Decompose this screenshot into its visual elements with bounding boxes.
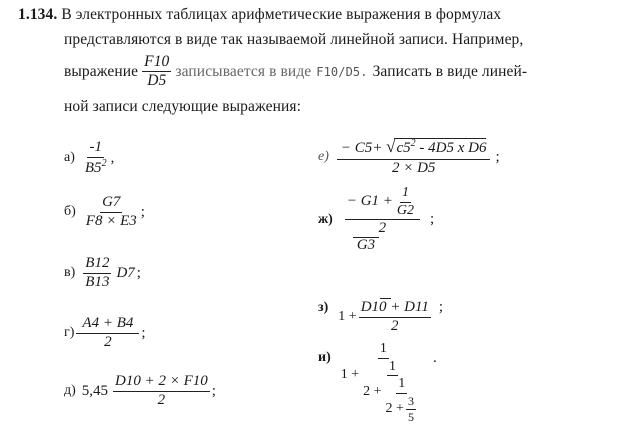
problem-text-2: представляются в виде так называемой линейной записи. Например,: [64, 31, 524, 48]
item-a-tail: ,: [110, 149, 115, 166]
example-fraction: [142, 54, 171, 90]
item-zh-fraction: [341, 186, 424, 254]
item-zh-top: [341, 186, 424, 237]
problem-text-1: В электронных таблицах арифметические выражения в формулах: [61, 6, 502, 23]
item-e-rad-exp: 2: [410, 138, 416, 149]
item-z-numerator: 1: [380, 281, 392, 299]
item-e-num-a: − C5+: [340, 140, 383, 156]
item-i-num: 1: [378, 342, 389, 359]
item-i: [318, 342, 437, 423]
item-i-p1: 1 +: [340, 366, 360, 382]
item-v: [64, 256, 141, 291]
item-e-rad-base: c5: [396, 140, 411, 156]
item-a-den-base: B5: [84, 159, 102, 176]
problem-line-4: [64, 98, 301, 116]
item-e-denominator: 2 × D5: [391, 159, 436, 176]
item-d: [64, 374, 216, 409]
item-zh-tail: ;: [430, 211, 435, 228]
item-b-tail: ;: [140, 203, 145, 220]
item-a-den-exp: 2: [101, 157, 107, 169]
item-g-denominator: 2: [104, 333, 112, 350]
item-i-fraction-4: [406, 395, 416, 423]
item-a-label: а): [64, 150, 75, 166]
item-d-fraction: [113, 374, 210, 409]
item-i-num-2: 1: [387, 360, 398, 377]
item-b-fraction: [84, 195, 139, 230]
item-zh-label: ж): [318, 211, 333, 227]
item-i-den-2: [361, 376, 424, 423]
item-d-denominator: 2: [157, 391, 166, 408]
problem-line-2: [64, 31, 523, 49]
item-i-num-4: 3: [407, 394, 414, 409]
item-zh: [318, 186, 434, 254]
item-zh-small-num: 1: [400, 186, 411, 203]
item-b: [64, 195, 145, 230]
problem-line-1: [18, 6, 501, 24]
item-d-numerator: D10 + 2 × F10: [113, 374, 210, 392]
item-g: [64, 316, 146, 351]
item-z-tail: ;: [438, 299, 444, 316]
problem-text-3a: выражение: [64, 62, 139, 80]
item-v-numerator: B12: [83, 256, 111, 274]
item-i-den-3: [384, 394, 420, 423]
item-i-den-4: 5: [407, 409, 414, 424]
item-e-label: е): [318, 149, 329, 165]
item-v-tail: ;: [136, 264, 141, 281]
item-a-denominator: [83, 158, 109, 177]
item-a: [64, 140, 114, 177]
item-a-numerator: -1: [87, 140, 104, 158]
item-zh-inner-numerator: [345, 186, 420, 220]
item-z-plus: 1 +: [338, 308, 357, 324]
item-z-inner-num: D10 + D11: [359, 300, 431, 318]
example-linear: F10/D5.: [316, 64, 368, 79]
item-v-denominator: B13: [85, 273, 110, 290]
item-z-inner-den: 2: [391, 317, 399, 334]
item-i-p2: 2 +: [363, 384, 382, 400]
item-zh-small-den: G2: [396, 202, 415, 218]
item-e-tail: ;: [495, 148, 500, 165]
item-i-label: и): [318, 350, 331, 365]
problem-line-3: [64, 54, 527, 90]
item-i-den: [339, 359, 428, 424]
item-b-denominator: F8 × E3: [85, 212, 137, 229]
item-a-fraction: [83, 140, 109, 177]
item-zh-denominator: G3: [353, 237, 379, 254]
item-d-tail: ;: [211, 382, 216, 399]
item-zh-small-fraction: [395, 186, 416, 218]
item-z-fraction: [336, 281, 435, 334]
item-g-tail: ;: [141, 324, 146, 341]
item-i-fraction-3: [384, 377, 420, 423]
problem-text-3c: Записать в виде линей-: [372, 62, 528, 80]
item-z-denominator: [336, 299, 435, 335]
item-i-fraction: [339, 342, 428, 423]
item-e-numerator: [337, 138, 491, 160]
item-e: [318, 138, 500, 177]
example-numerator: F10: [142, 54, 171, 72]
item-e-radicand: [394, 138, 486, 157]
problem-text-4: ной записи следующие выражения:: [64, 98, 302, 115]
example-denominator: D5: [147, 72, 167, 90]
item-z-label: з): [318, 299, 329, 315]
item-v-fraction: [83, 256, 111, 291]
item-zh-inner-fraction: [345, 186, 420, 237]
problem-number: 1.134.: [18, 6, 58, 23]
item-i-p3: 2 +: [385, 400, 404, 416]
item-z-inner-fraction: [359, 300, 431, 335]
sqrt-icon: √: [386, 137, 396, 156]
item-g-label: г): [64, 325, 75, 341]
item-i-fraction-2: [361, 360, 424, 424]
item-g-numerator: A4 + B4: [76, 316, 139, 334]
item-g-fraction: [76, 316, 139, 351]
item-v-after: D7: [116, 264, 135, 281]
item-d-label: д): [64, 383, 76, 399]
item-i-tail: .: [432, 350, 437, 366]
item-v-label: в): [64, 265, 76, 281]
item-zh-n1: − G1 +: [346, 193, 393, 210]
item-i-num-3: 1: [396, 377, 407, 394]
item-zh-inner-denominator: 2: [378, 220, 387, 237]
item-e-rad-rest: - 4D5 x D6: [419, 140, 487, 156]
item-d-coefficient: 5,45: [81, 382, 109, 399]
item-b-label: б): [64, 204, 76, 220]
problem-text-3b: записывается в виде: [175, 62, 312, 80]
item-b-numerator: G7: [100, 195, 122, 213]
item-e-fraction: [337, 138, 491, 177]
item-z: [318, 281, 443, 334]
